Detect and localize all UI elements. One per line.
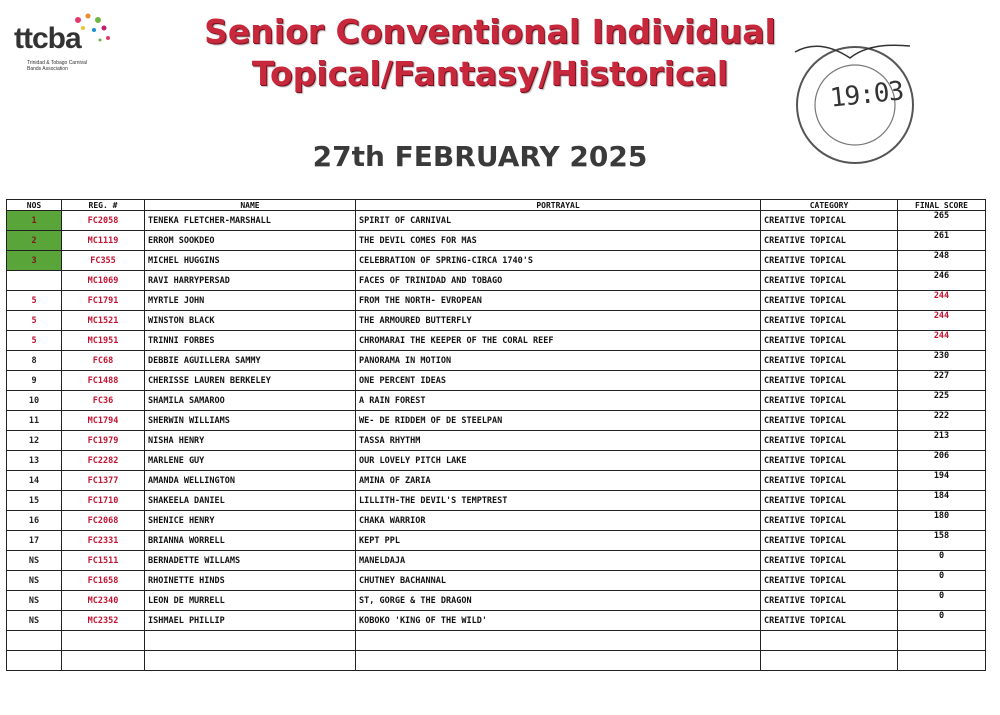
cell-portrayal: THE ARMOURED BUTTERFLY	[356, 311, 761, 331]
table-row	[7, 311, 986, 331]
cell-name: NISHA HENRY	[145, 431, 356, 451]
cell-category: CREATIVE TOPICAL	[761, 391, 898, 411]
cell-nos: 9	[7, 371, 62, 391]
cell-portrayal: OUR LOVELY PITCH LAKE	[356, 451, 761, 471]
cell-nos: 3	[7, 251, 62, 271]
table-row	[7, 511, 986, 531]
cell-name: MARLENE GUY	[145, 451, 356, 471]
table-row	[7, 371, 986, 391]
results-table	[6, 199, 986, 671]
table-row	[7, 531, 986, 551]
table-header-row	[7, 200, 986, 211]
cell-portrayal: A RAIN FOREST	[356, 391, 761, 411]
header-final-score: FINAL SCORE	[898, 200, 986, 211]
cell-reg	[62, 651, 145, 671]
cell-reg: FC2058	[62, 211, 145, 231]
stamp-time: 19:03	[828, 76, 905, 114]
cell-reg: MC1951	[62, 331, 145, 351]
cell-score: 0	[898, 591, 986, 611]
cell-category: CREATIVE TOPICAL	[761, 571, 898, 591]
cell-score: 194	[898, 471, 986, 491]
cell-category: CREATIVE TOPICAL	[761, 491, 898, 511]
table-row	[7, 251, 986, 271]
cell-category: CREATIVE TOPICAL	[761, 211, 898, 231]
table-row	[7, 211, 986, 231]
cell-portrayal: ST, GORGE & THE DRAGON	[356, 591, 761, 611]
cell-reg: FC1658	[62, 571, 145, 591]
cell-name: TRINNI FORBES	[145, 331, 356, 351]
table-row	[7, 291, 986, 311]
cell-score: 184	[898, 491, 986, 511]
table-row	[7, 231, 986, 251]
cell-reg: MC1521	[62, 311, 145, 331]
cell-nos: NS	[7, 591, 62, 611]
cell-portrayal: MANELDAJA	[356, 551, 761, 571]
cell-name	[145, 631, 356, 651]
table-row	[7, 391, 986, 411]
cell-portrayal: KOBOKO 'KING OF THE WILD'	[356, 611, 761, 631]
cell-category: CREATIVE TOPICAL	[761, 451, 898, 471]
cell-nos: 1	[7, 211, 62, 231]
page-subtitle: Topical/Fantasy/Historical	[251, 54, 729, 93]
cell-name: SHAKEELA DANIEL	[145, 491, 356, 511]
table-row	[7, 651, 986, 671]
cell-reg: FC68	[62, 351, 145, 371]
cell-category: CREATIVE TOPICAL	[761, 591, 898, 611]
header-portrayal: PORTRAYAL	[356, 200, 761, 211]
cell-score: 158	[898, 531, 986, 551]
table-row	[7, 271, 986, 291]
cell-nos	[7, 271, 62, 291]
cell-category: CREATIVE TOPICAL	[761, 551, 898, 571]
cell-score: 246	[898, 271, 986, 291]
cell-portrayal: CHAKA WARRIOR	[356, 511, 761, 531]
cell-portrayal	[356, 651, 761, 671]
table-row	[7, 471, 986, 491]
table-row	[7, 551, 986, 571]
cell-reg: MC1069	[62, 271, 145, 291]
cell-category: CREATIVE TOPICAL	[761, 291, 898, 311]
cell-name: ERROM SOOKDEO	[145, 231, 356, 251]
cell-category: CREATIVE TOPICAL	[761, 371, 898, 391]
cell-portrayal: FACES OF TRINIDAD AND TOBAGO	[356, 271, 761, 291]
cell-nos: 5	[7, 311, 62, 331]
cell-category	[761, 631, 898, 651]
cell-name: WINSTON BLACK	[145, 311, 356, 331]
cell-score: 244	[898, 331, 986, 351]
header-category: CATEGORY	[761, 200, 898, 211]
table-row	[7, 451, 986, 471]
cell-reg: MC2352	[62, 611, 145, 631]
cell-portrayal: CHUTNEY BACHANNAL	[356, 571, 761, 591]
cell-portrayal: LILLITH-THE DEVIL'S TEMPTREST	[356, 491, 761, 511]
cell-score: 0	[898, 571, 986, 591]
cell-score: 261	[898, 231, 986, 251]
cell-nos	[7, 631, 62, 651]
cell-reg: FC1511	[62, 551, 145, 571]
cell-name: SHERWIN WILLIAMS	[145, 411, 356, 431]
cell-name: BERNADETTE WILLAMS	[145, 551, 356, 571]
cell-score: 0	[898, 611, 986, 631]
event-date: 27th FEBRUARY 2025	[312, 140, 648, 173]
cell-reg: FC2068	[62, 511, 145, 531]
table-row	[7, 491, 986, 511]
cell-score: 244	[898, 311, 986, 331]
cell-nos: 13	[7, 451, 62, 471]
table-row	[7, 611, 986, 631]
cell-name: LEON DE MURRELL	[145, 591, 356, 611]
cell-name: SHAMILA SAMAROO	[145, 391, 356, 411]
cell-category: CREATIVE TOPICAL	[761, 531, 898, 551]
cell-reg: FC1377	[62, 471, 145, 491]
cell-nos: 15	[7, 491, 62, 511]
table-row	[7, 431, 986, 451]
cell-nos: 10	[7, 391, 62, 411]
cell-name: CHERISSE LAUREN BERKELEY	[145, 371, 356, 391]
cell-name: AMANDA WELLINGTON	[145, 471, 356, 491]
cell-portrayal: KEPT PPL	[356, 531, 761, 551]
cell-reg: MC1119	[62, 231, 145, 251]
cell-nos: 12	[7, 431, 62, 451]
cell-category: CREATIVE TOPICAL	[761, 331, 898, 351]
cell-reg: FC355	[62, 251, 145, 271]
cell-portrayal: WE- DE RIDDEM OF DE STEELPAN	[356, 411, 761, 431]
cell-category: CREATIVE TOPICAL	[761, 431, 898, 451]
cell-reg: FC1791	[62, 291, 145, 311]
table-row	[7, 591, 986, 611]
cell-portrayal: TASSA RHYTHM	[356, 431, 761, 451]
cell-nos: 17	[7, 531, 62, 551]
cell-score: 0	[898, 551, 986, 571]
logo-text: ttcba	[14, 22, 81, 55]
cell-reg: FC2331	[62, 531, 145, 551]
cell-nos: 5	[7, 331, 62, 351]
page-title: Senior Conventional Individual	[204, 12, 776, 51]
cell-portrayal: FROM THE NORTH- EVROPEAN	[356, 291, 761, 311]
cell-category: CREATIVE TOPICAL	[761, 231, 898, 251]
cell-reg: FC36	[62, 391, 145, 411]
cell-score: 222	[898, 411, 986, 431]
cell-score: 244	[898, 291, 986, 311]
cell-score: 213	[898, 431, 986, 451]
cell-nos: 8	[7, 351, 62, 371]
cell-portrayal: AMINA OF ZARIA	[356, 471, 761, 491]
cell-name: SHENICE HENRY	[145, 511, 356, 531]
header-nos: NOS	[7, 200, 62, 211]
cell-portrayal: CHROMARAI THE KEEPER OF THE CORAL REEF	[356, 331, 761, 351]
cell-nos: 5	[7, 291, 62, 311]
header-reg: REG. #	[62, 200, 145, 211]
cell-category: CREATIVE TOPICAL	[761, 511, 898, 531]
cell-category: CREATIVE TOPICAL	[761, 611, 898, 631]
cell-nos: NS	[7, 611, 62, 631]
cell-category: CREATIVE TOPICAL	[761, 251, 898, 271]
cell-name: RHOINETTE HINDS	[145, 571, 356, 591]
cell-portrayal: PANORAMA IN MOTION	[356, 351, 761, 371]
cell-reg: FC1710	[62, 491, 145, 511]
cell-name: TENEKA FLETCHER-MARSHALL	[145, 211, 356, 231]
cell-category: CREATIVE TOPICAL	[761, 311, 898, 331]
cell-name: MICHEL HUGGINS	[145, 251, 356, 271]
logo-subtitle: Trinidad & Tobago Carnival Bands Association	[27, 60, 88, 72]
cell-score: 248	[898, 251, 986, 271]
cell-portrayal	[356, 631, 761, 651]
cell-category: CREATIVE TOPICAL	[761, 351, 898, 371]
cell-score	[898, 631, 986, 651]
cell-nos: NS	[7, 551, 62, 571]
cell-portrayal: ONE PERCENT IDEAS	[356, 371, 761, 391]
cell-score: 180	[898, 511, 986, 531]
header-name: NAME	[145, 200, 356, 211]
cell-portrayal: THE DEVIL COMES FOR MAS	[356, 231, 761, 251]
cell-nos: 16	[7, 511, 62, 531]
cell-reg: FC1979	[62, 431, 145, 451]
cell-score: 206	[898, 451, 986, 471]
table-row	[7, 331, 986, 351]
cell-score: 227	[898, 371, 986, 391]
cell-reg	[62, 631, 145, 651]
cell-name: ISHMAEL PHILLIP	[145, 611, 356, 631]
cell-portrayal: SPIRIT OF CARNIVAL	[356, 211, 761, 231]
cell-name: MYRTLE JOHN	[145, 291, 356, 311]
cell-score	[898, 651, 986, 671]
cell-category	[761, 651, 898, 671]
cell-name: DEBBIE AGUILLERA SAMMY	[145, 351, 356, 371]
cell-reg: FC1488	[62, 371, 145, 391]
cell-category: CREATIVE TOPICAL	[761, 271, 898, 291]
table-row	[7, 631, 986, 651]
cell-nos	[7, 651, 62, 671]
table-row	[7, 351, 986, 371]
cell-category: CREATIVE TOPICAL	[761, 471, 898, 491]
cell-name: RAVI HARRYPERSAD	[145, 271, 356, 291]
table-row	[7, 411, 986, 431]
cell-reg: MC2340	[62, 591, 145, 611]
cell-score: 225	[898, 391, 986, 411]
cell-category: CREATIVE TOPICAL	[761, 411, 898, 431]
cell-score: 265	[898, 211, 986, 231]
cell-reg: MC1794	[62, 411, 145, 431]
cell-portrayal: CELEBRATION OF SPRING-CIRCA 1740'S	[356, 251, 761, 271]
cell-nos: 14	[7, 471, 62, 491]
cell-name	[145, 651, 356, 671]
table-row	[7, 571, 986, 591]
cell-score: 230	[898, 351, 986, 371]
cell-name: BRIANNA WORRELL	[145, 531, 356, 551]
cell-nos: NS	[7, 571, 62, 591]
cell-reg: FC2282	[62, 451, 145, 471]
cell-nos: 11	[7, 411, 62, 431]
cell-nos: 2	[7, 231, 62, 251]
